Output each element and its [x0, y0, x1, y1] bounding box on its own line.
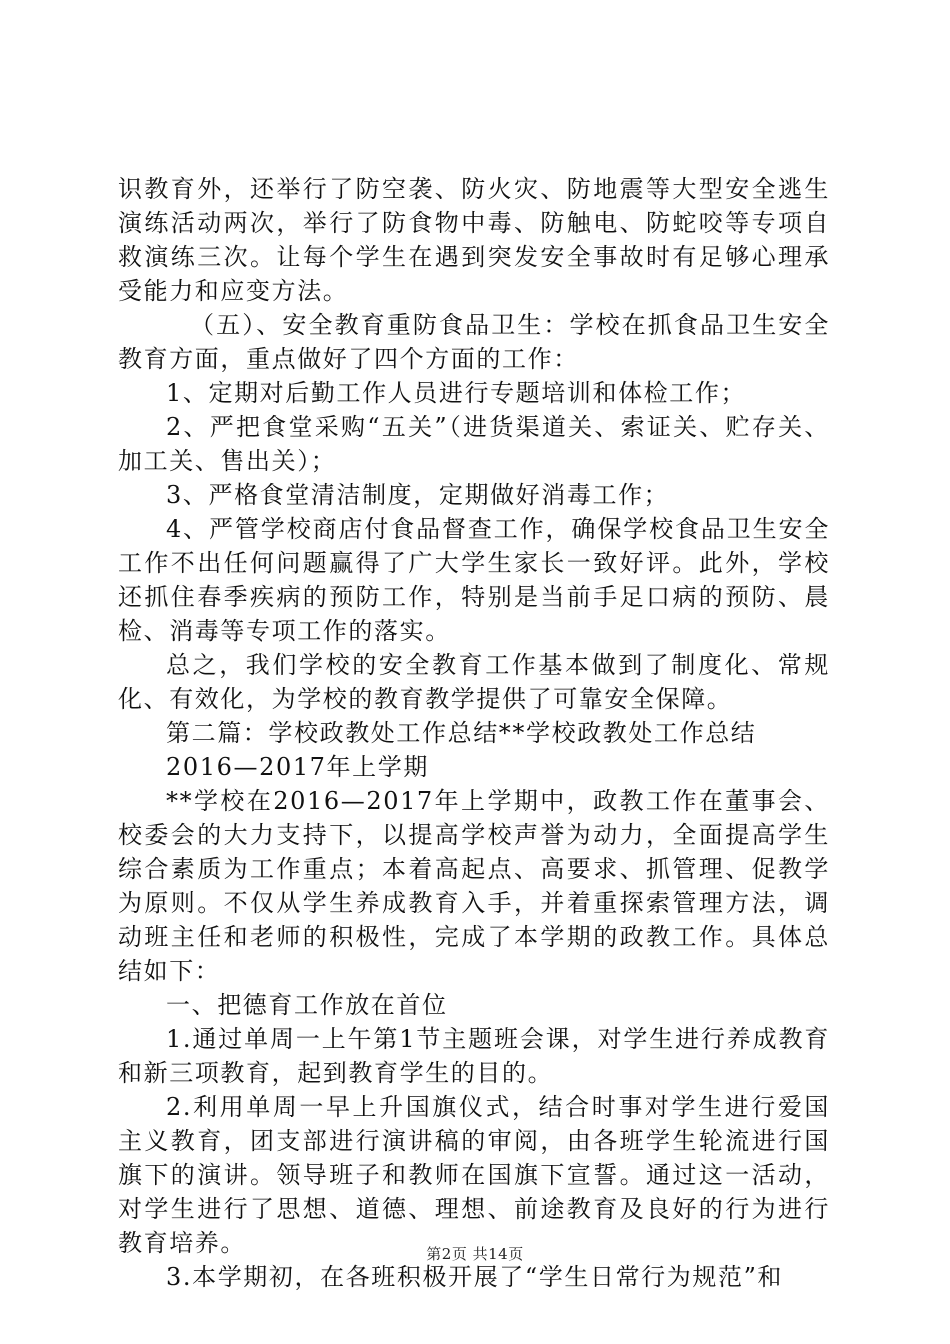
paragraph-6: 4、严管学校商店付食品督查工作，确保学校食品卫生安全工作不出任何问题赢得了广大学生家长一致好评。此外，学校还抓住春季疾病的预防工作，特别是当前手足口病的预防、晨检、消毒等专项工作的落实。 [118, 515, 830, 645]
section-subtitle: 2016—2017年上学期 [166, 753, 429, 781]
paragraph-4: 2、严把食堂采购“五关”（进货渠道关、索证关、贮存关、加工关、售出关）； [118, 413, 830, 475]
paragraph-14: 3.本学期初，在各班积极开展了“学生日常行为规范”和 [166, 1263, 784, 1291]
paragraph-12: 1.通过单周一上午第1节主题班会课，对学生进行养成教育和新三项教育，起到教育学生的目的。 [118, 1025, 830, 1087]
paragraph-2: （五）、安全教育重防食品卫生：学校在抓食品卫生安全教育方面，重点做好了四个方面的工作： [118, 311, 830, 373]
paragraph-13: 2.利用单周一早上升国旗仪式，结合时事对学生进行爱国主义教育，团支部进行演讲稿的审阅，由各班学生轮流进行国旗下的演讲。领导班子和教师在国旗下宣誓。通过这一活动，对学生进行了思想、道德、理想、前途教育及良好的行为进行教育培养。 [118, 1093, 830, 1257]
section-title: 第二篇：学校政教处工作总结**学校政教处工作总结 [166, 719, 757, 747]
paragraph-1: 识教育外，还举行了防空袭、防火灾、防地震等大型安全逃生演练活动两次，举行了防食物中毒、防触电、防蛇咬等专项自救演练三次。让每个学生在遇到突发安全事故时有足够心理承受能力和应变方法。 [118, 175, 830, 305]
paragraph-10: **学校在2016—2017年上学期中，政教工作在董事会、校委会的大力支持下，以提高学校声誉为动力，全面提高学生综合素质为工作重点；本着高起点、高要求、抓管理、促教学为原则。不仅从学生养成教育入手，并着重探索管理方法，调动班主任和老师的积极性，完成了本学期的政教工作。具体总结如下： [118, 787, 830, 985]
document-body [118, 172, 830, 1294]
paragraph-7: 总之，我们学校的安全教育工作基本做到了制度化、常规化、有效化，为学校的教育教学提供了可靠安全保障。 [118, 651, 830, 713]
paragraph-5: 3、严格食堂清洁制度，定期做好消毒工作； [166, 481, 670, 509]
page-number-footer: 第2页 共14页 [426, 1245, 524, 1263]
heading-1: 一、把德育工作放在首位 [166, 991, 448, 1019]
paragraph-3: 1、定期对后勤工作人员进行专题培训和体检工作； [166, 379, 747, 407]
